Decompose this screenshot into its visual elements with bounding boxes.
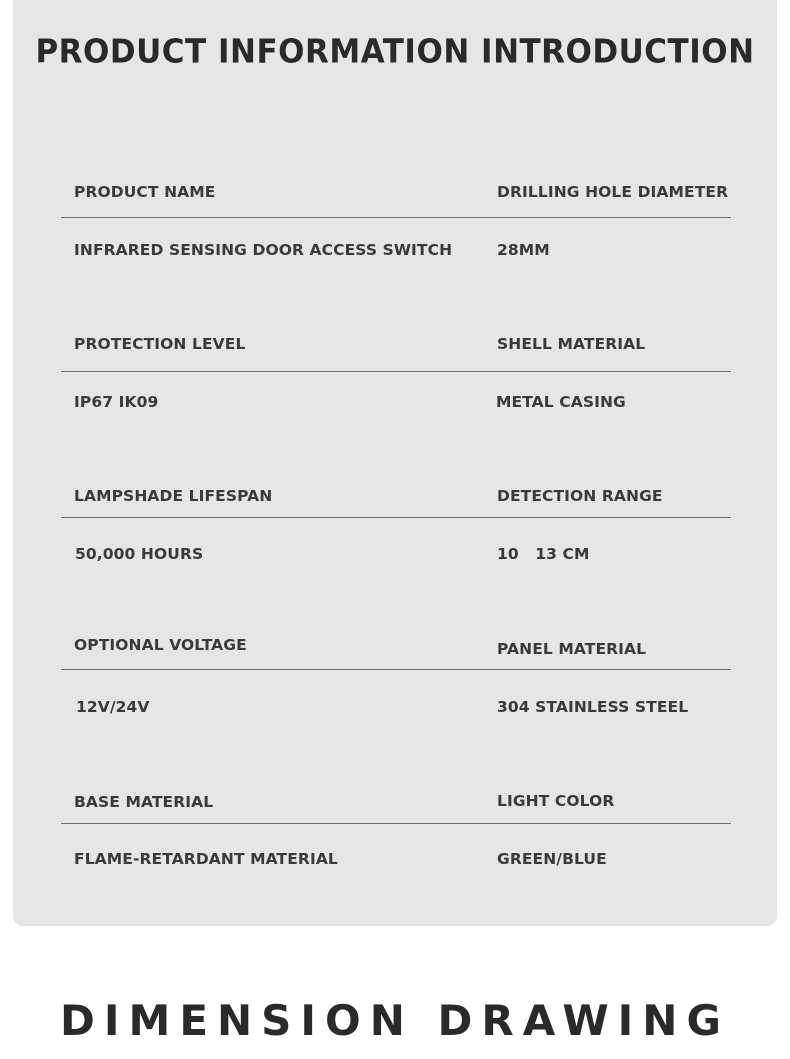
spec-value: FLAME-RETARDANT MATERIAL	[74, 850, 338, 868]
spec-value: GREEN/BLUE	[497, 850, 607, 868]
spec-label: PANEL MATERIAL	[497, 640, 647, 658]
spec-value: 12V/24V	[76, 698, 150, 716]
spec-label: PROTECTION LEVEL	[74, 335, 246, 353]
spec-label: DRILLING HOLE DIAMETER	[497, 183, 729, 201]
row-divider	[61, 823, 731, 824]
spec-label: LAMPSHADE LIFESPAN	[74, 487, 273, 505]
spec-label: LIGHT COLOR	[497, 792, 615, 810]
spec-value: INFRARED SENSING DOOR ACCESS SWITCH	[74, 241, 453, 259]
row-divider	[61, 669, 731, 670]
row-divider	[61, 517, 731, 518]
spec-value: 28MM	[497, 241, 550, 259]
page-title: PRODUCT INFORMATION INTRODUCTION	[35, 33, 755, 71]
spec-label: OPTIONAL VOLTAGE	[74, 636, 247, 654]
spec-value: 50,000 HOURS	[75, 545, 204, 563]
spec-label: SHELL MATERIAL	[497, 335, 646, 353]
spec-value: METAL CASING	[496, 393, 626, 411]
spec-value: 10 13 CM	[497, 545, 590, 563]
section-title: DIMENSION DRAWING	[60, 996, 730, 1045]
spec-label: DETECTION RANGE	[497, 487, 663, 505]
row-divider	[61, 217, 731, 218]
spec-label: PRODUCT NAME	[74, 183, 216, 201]
row-divider	[61, 371, 731, 372]
spec-value: 304 STAINLESS STEEL	[497, 698, 689, 716]
spec-card	[13, 0, 777, 926]
spec-value: IP67 IK09	[74, 393, 159, 411]
spec-label: BASE MATERIAL	[74, 793, 214, 811]
